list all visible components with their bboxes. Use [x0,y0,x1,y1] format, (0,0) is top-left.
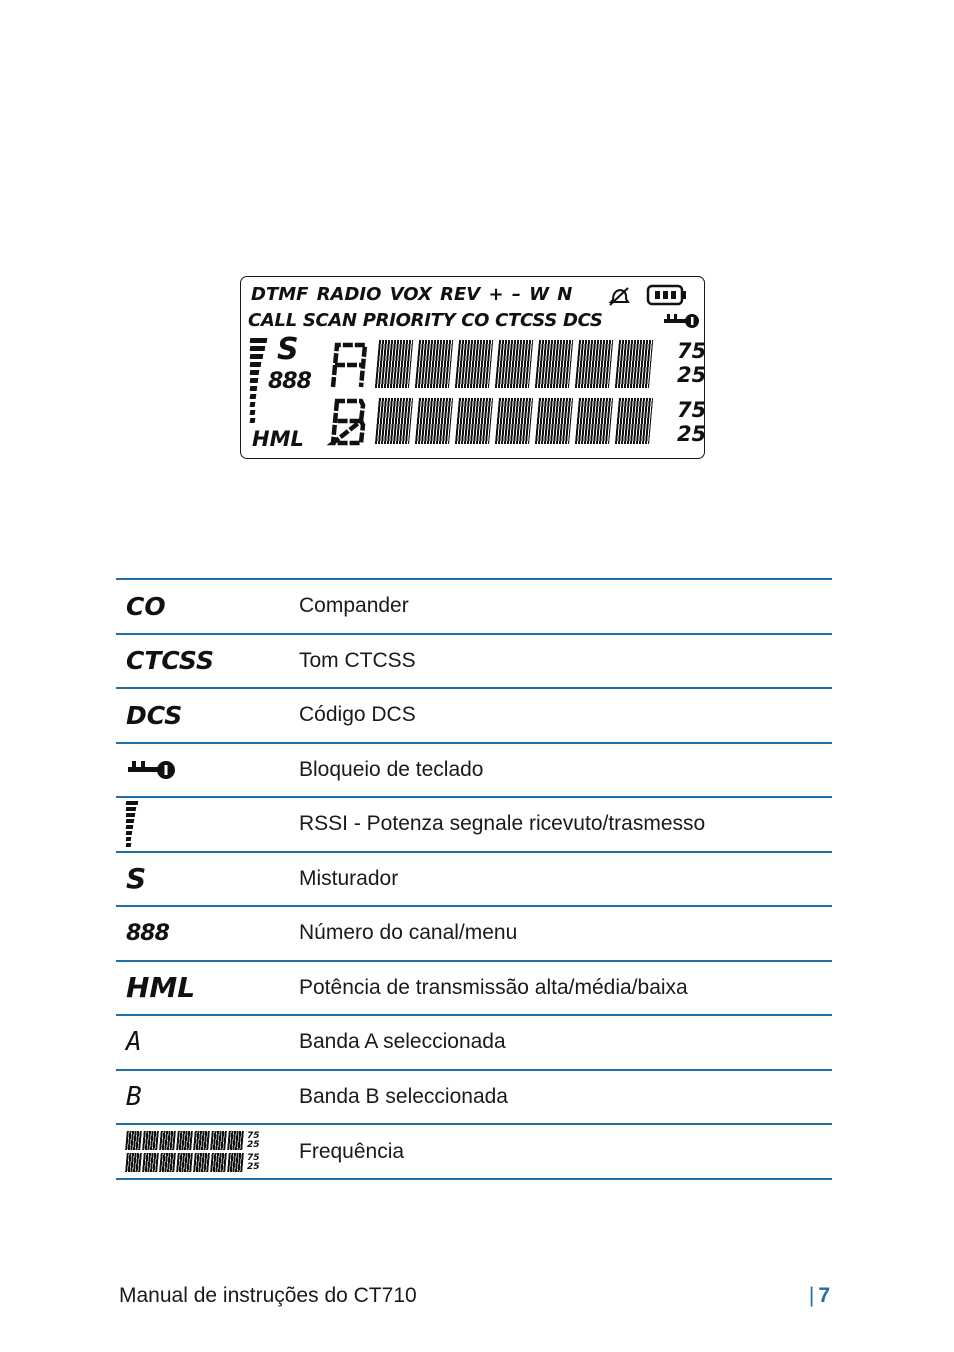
table-row [116,1014,832,1069]
table-row [116,633,832,688]
step-a-75: 75 [677,339,707,363]
separator: | [808,1284,815,1307]
description: Misturador [299,866,399,890]
page-number: 7 [818,1284,830,1307]
icon-legend-table [116,578,832,1180]
scrambler-indicator: S [277,332,299,367]
description: Banda B seleccionada [299,1084,508,1108]
table-row [116,1069,832,1124]
description: Número do canal/menu [299,921,518,945]
symbol-b: B [126,1081,142,1112]
power-level-indicator: HML [252,427,304,451]
symbol-888: 888 [126,920,169,946]
page-number-block [809,1284,830,1308]
key-lock-icon [663,311,701,331]
table-row [116,742,832,797]
channel-number-digits: 888 [268,369,311,394]
symbol-a: A [126,1027,142,1058]
step-indicator-band-a [677,339,706,387]
description: Tom CTCSS [299,648,416,672]
frequency-segments-band-b [377,398,651,444]
key-lock-icon [126,757,178,783]
mini-25: 25 [247,1139,260,1150]
description: Bloqueio de teclado [299,757,484,781]
description: Potência de transmissão alta/média/baixa [299,975,688,999]
lcd-display-diagram [240,276,705,459]
frequency-segments-icon [126,1131,260,1172]
table-row [116,851,832,906]
description: Compander [299,594,409,618]
description: Código DCS [299,703,416,727]
symbol-hml: HML [126,971,196,1005]
lcd-second-indicators: CALL SCAN PRIORITY CO CTCSS DCS [248,310,603,331]
symbol-s: S [126,862,147,896]
symbol-dcs: DCS [126,700,183,730]
table-row [116,687,832,742]
mini-25: 25 [247,1161,260,1172]
battery-icon [646,283,688,307]
step-a-25: 25 [677,363,707,387]
band-b-letter [325,395,373,449]
table-row [116,1123,832,1180]
rssi-bars-icon [126,801,138,847]
symbol-ctcss: CTCSS [126,646,214,676]
step-b-75: 75 [677,398,707,422]
manual-title: Manual de instruções do CT710 [119,1284,417,1307]
bell-icon [607,285,631,307]
step-indicator-band-b [677,398,706,446]
table-row [116,905,832,960]
band-a-letter [325,337,373,391]
lcd-top-indicators: DTMF RADIO VOX REV + – W N [251,284,573,305]
rssi-indicator [250,338,267,423]
table-row [116,796,832,851]
description: Frequência [299,1139,405,1163]
description: RSSI - Potenza segnale ricevuto/trasmesso [299,812,706,836]
mini-75: 75 [247,1130,260,1141]
mini-75: 75 [247,1152,260,1163]
table-row [116,578,832,633]
step-b-25: 25 [677,422,707,446]
table-row [116,960,832,1015]
frequency-segments-band-a [377,340,651,388]
symbol-co: CO [126,591,166,621]
description: Banda A seleccionada [299,1030,506,1054]
